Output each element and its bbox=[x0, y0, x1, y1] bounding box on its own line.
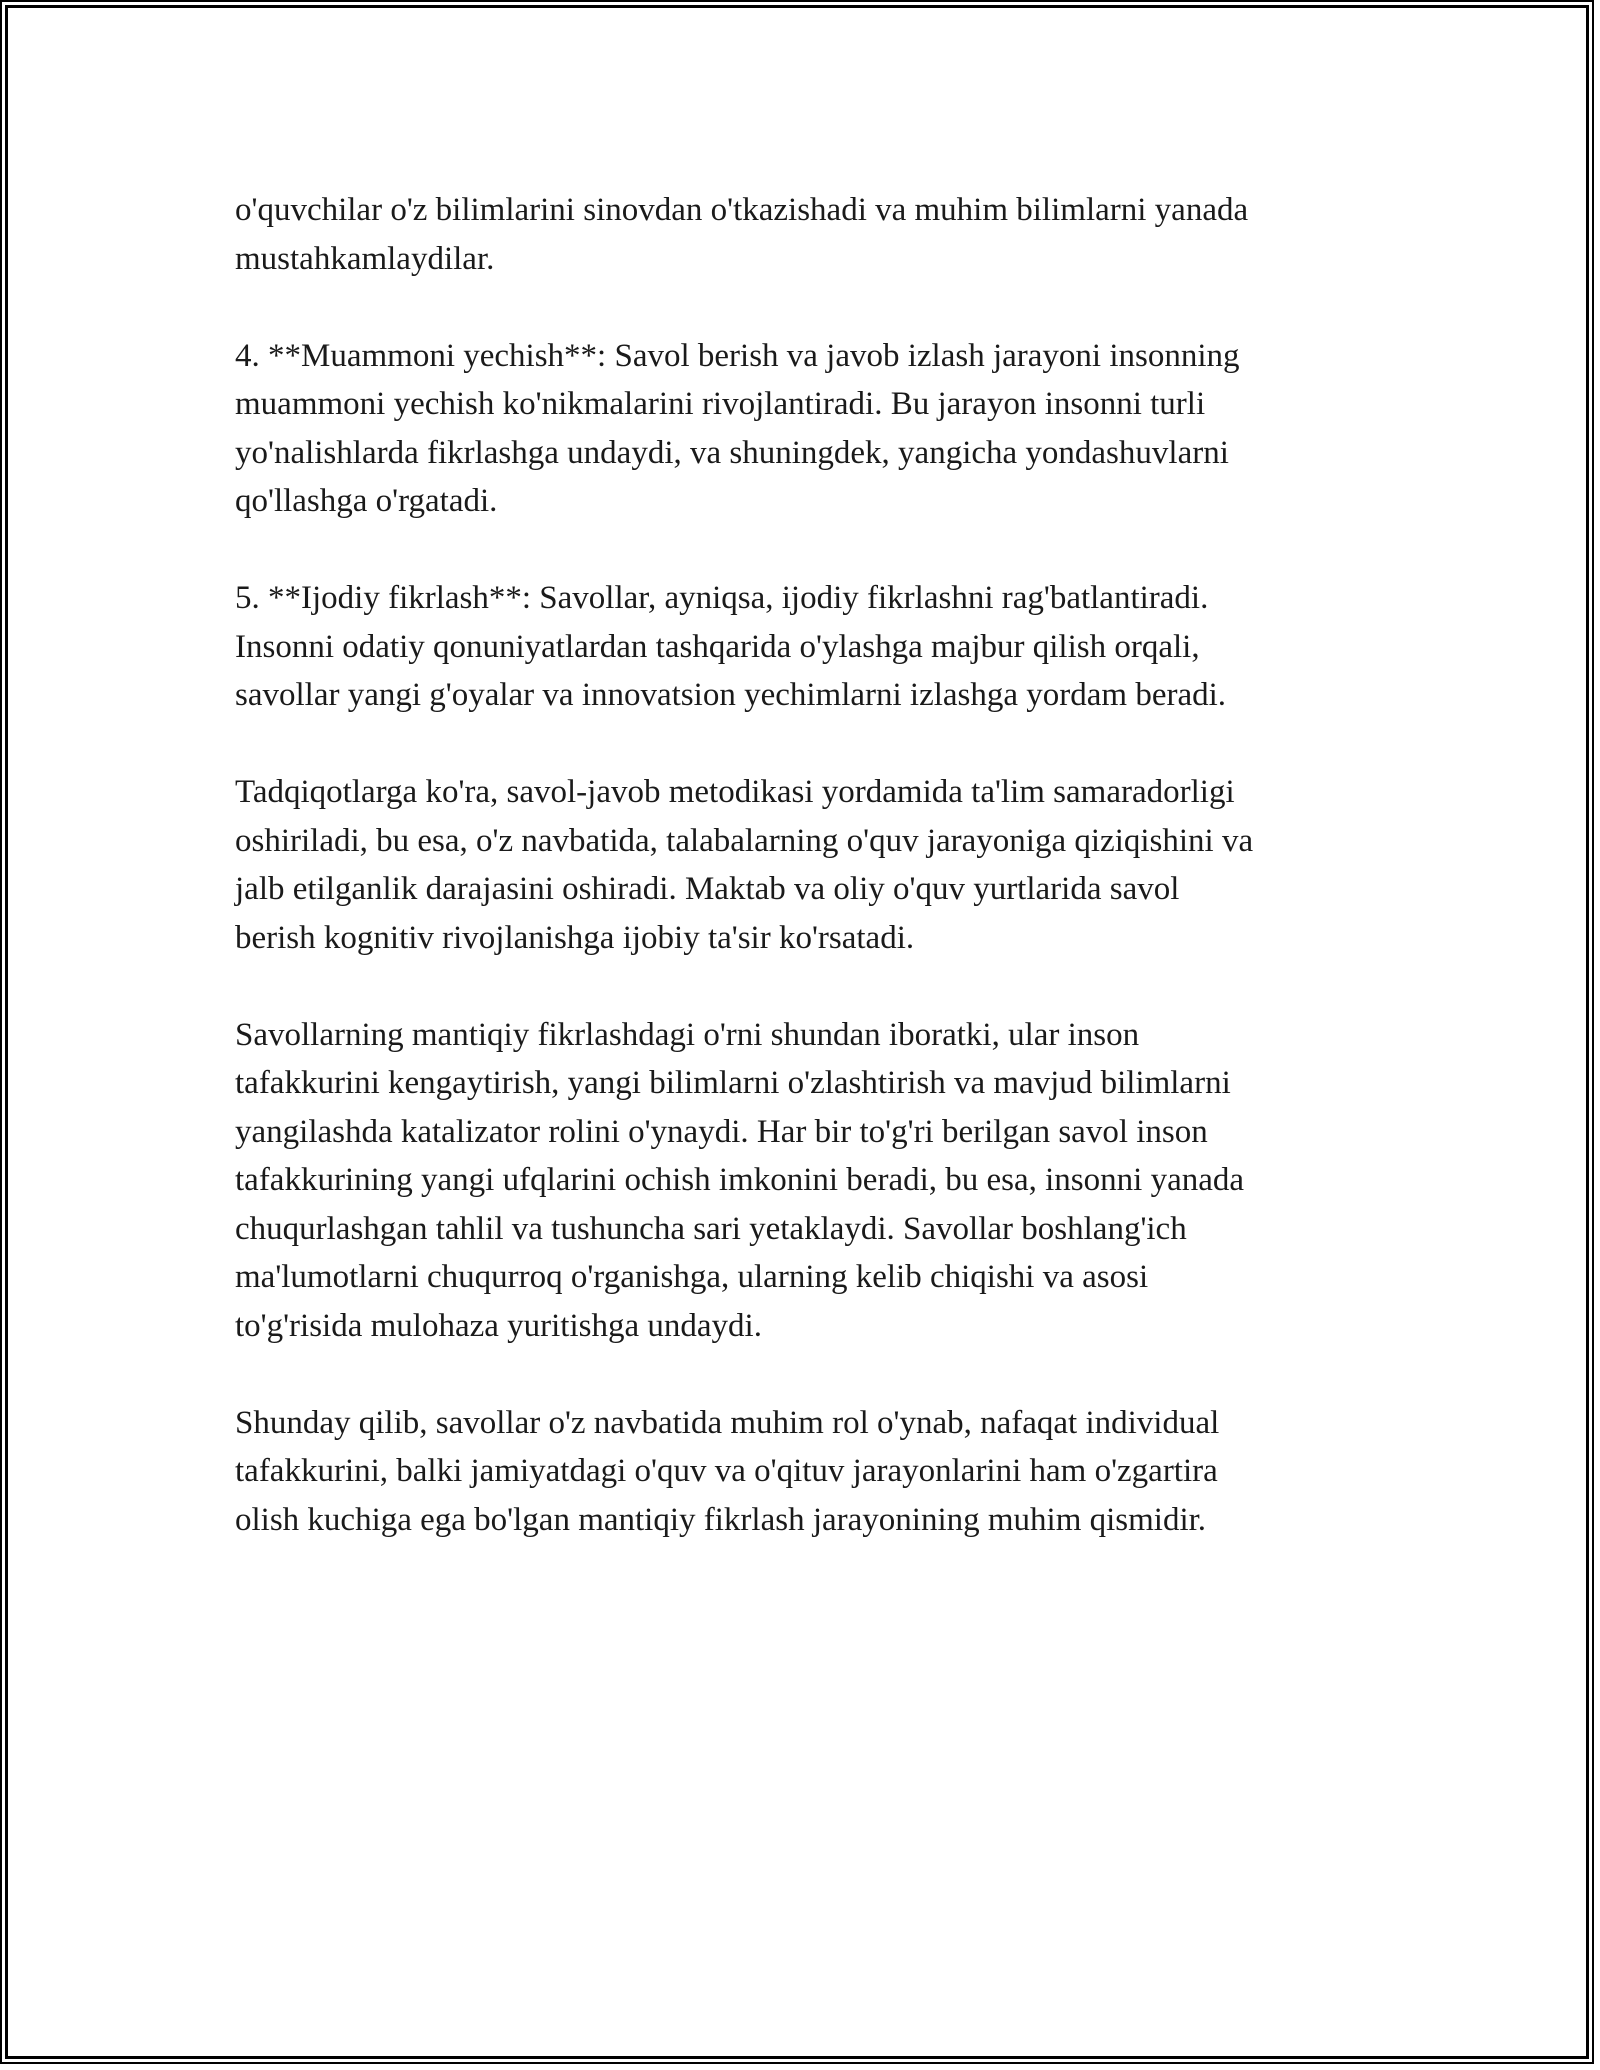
text-line: tafakkurining yangi ufqlarini ochish imkonini beradi, bu esa, insonni yanada bbox=[235, 1162, 1245, 1198]
text-line: tafakkurini, balki jamiyatdagi o'quv va o'qituv jarayonlarini ham o'zgartira bbox=[235, 1453, 1218, 1489]
text-line: o'quvchilar o'z bilimlarini sinovdan o'tkazishadi va muhim bilimlarni yanada bbox=[235, 192, 1249, 228]
text-line: yangilashda katalizator rolini o'ynaydi. Har bir to'g'ri berilgan savol inson bbox=[235, 1113, 1208, 1150]
text-line: 5. **Ijodiy fikrlash**: Savollar, ayniqsa, ijodiy fikrlashni rag'batlantiradi. bbox=[235, 580, 1209, 616]
document-body bbox=[235, 186, 1385, 1593]
text-line: jalb etilganlik darajasini oshiradi. Maktab va oliy o'quv yurtlarida savol bbox=[235, 871, 1180, 907]
text-line: ma'lumotlarni chuqurroq o'rganishga, ularning kelib chiqishi va asosi bbox=[235, 1259, 1149, 1295]
text-line: olish kuchiga ega bo'lgan mantiqiy fikrlash jarayonining muhim qismidir. bbox=[235, 1501, 1207, 1538]
text-line: 4. **Muammoni yechish**: Savol berish va javob izlash jarayoni insonning bbox=[235, 337, 1240, 374]
paragraph-role-of-questions bbox=[235, 1011, 1385, 1351]
text-line: tafakkurini kengaytirish, yangi bilimlarni o'zlashtirish va mavjud bilimlarni bbox=[235, 1065, 1231, 1101]
text-line: Tadqiqotlarga ko'ra, savol-javob metodikasi yordamida ta'lim samaradorligi bbox=[235, 774, 1235, 810]
paragraph-creative-thinking bbox=[235, 574, 1385, 720]
text-line: chuqurlashgan tahlil va tushuncha sari yetaklaydi. Savollar boshlang'ich bbox=[235, 1210, 1187, 1247]
text-line: to'g'risida mulohaza yuritishga undaydi. bbox=[235, 1307, 762, 1344]
text-line: Insonni odatiy qonuniyatlardan tashqarida o'ylashga majbur qilish orqali, bbox=[235, 628, 1200, 665]
paragraph-research bbox=[235, 768, 1385, 962]
text-line: mustahkamlaydilar. bbox=[235, 240, 495, 277]
text-line: Savollarning mantiqiy fikrlashdagi o'rni shundan iboratki, ular inson bbox=[235, 1016, 1140, 1053]
paragraph-continuation bbox=[235, 186, 1385, 283]
text-line: muammoni yechish ko'nikmalarini rivojlantiradi. Bu jarayon insonni turli bbox=[235, 386, 1206, 422]
text-line: oshiriladi, bu esa, o'z navbatida, talabalarning o'quv jarayoniga qiziqishini va bbox=[235, 822, 1254, 859]
text-line: savollar yangi g'oyalar va innovatsion yechimlarni izlashga yordam beradi. bbox=[235, 677, 1227, 713]
paragraph-conclusion bbox=[235, 1399, 1385, 1545]
text-line: yo'nalishlarda fikrlashga undaydi, va shuningdek, yangicha yondashuvlarni bbox=[235, 434, 1229, 471]
text-line: qo'llashga o'rgatadi. bbox=[235, 483, 498, 519]
paragraph-problem-solving bbox=[235, 332, 1385, 526]
text-line: berish kognitiv rivojlanishga ijobiy ta'sir ko'rsatadi. bbox=[235, 919, 915, 956]
text-line: Shunday qilib, savollar o'z navbatida muhim rol o'ynab, nafaqat individual bbox=[235, 1404, 1220, 1441]
